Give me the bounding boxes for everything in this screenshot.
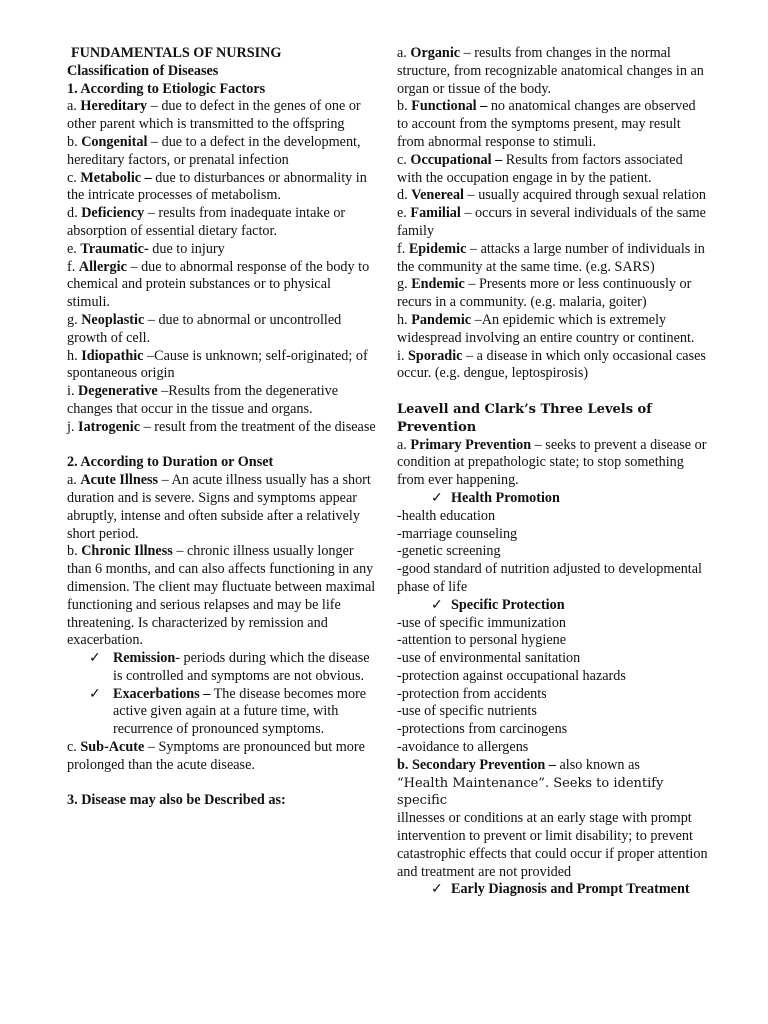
checkmark-icon: ✓ <box>89 685 101 702</box>
document-title: FUNDAMENTALS OF NURSING <box>71 45 282 61</box>
primary-prevention: a. Primary Prevention – seeks to prevent a disease or condition at prepathologic state; to stop something from ever happening. <box>397 436 707 489</box>
health-promotion-item: -genetic screening <box>397 543 501 560</box>
described-item-epidemic: f. Epidemic – attacks a large number of individuals in the community at the same time. (e.g. SARS) <box>397 240 705 275</box>
etiologic-item-deficiency: d. Deficiency – results from inadequate intake or absorption of essential dietary factor. <box>67 205 346 239</box>
document-subtitle: Classification of Diseases <box>67 62 219 79</box>
described-item-familial: e. Familial – occurs in several individuals of the same family <box>397 205 706 239</box>
specific-protection-item: -use of specific immunization <box>397 614 567 631</box>
health-promotion-item: -marriage counseling <box>397 525 518 542</box>
health-promotion-item: -good standard of nutrition adjusted to developmental phase of life <box>397 561 702 595</box>
checkmark-icon: ✓ <box>431 489 443 506</box>
right-column <box>397 45 709 899</box>
etiologic-item-degenerative: i. Degenerative –Results from the degenerative changes that occur in the tissue and organs. <box>67 383 339 417</box>
section-2-heading: 2. According to Duration or Onset <box>67 454 274 471</box>
specific-protection-item: -protection against occupational hazards <box>397 667 626 684</box>
specific-protection-item: -protections from carcinogens <box>397 721 568 738</box>
check-item-early-diagnosis <box>397 881 709 899</box>
prevention-heading: Leavell and Clark’s Three Levels of Prevention <box>397 401 652 435</box>
health-promotion-label: Health Promotion <box>451 489 560 506</box>
duration-item-subacute: c. Sub-Acute – Symptoms are pronounced but more prolonged than the acute disease. <box>67 739 365 773</box>
etiologic-item-metabolic: c. Metabolic – due to disturbances or abnormality in the intricate processes of metabolism. <box>67 169 367 204</box>
described-item-pandemic: h. Pandemic –An epidemic which is extremely widespread involving an entire country or continent. <box>397 311 695 346</box>
etiologic-item-allergic: f. Allergic – due to abnormal response of the body to chemical and protein substances or to physical stimuli. <box>67 258 370 311</box>
described-item-organic: a. Organic – results from changes in the normal structure, from recognizable anatomical changes in an organ or tissue of the body. <box>397 45 704 97</box>
specific-protection-item: -protection from accidents <box>397 685 547 702</box>
etiologic-item-idiopathic: h. Idiopathic –Cause is unknown; self-originated; of spontaneous origin <box>67 347 368 382</box>
secondary-prevention-line3: illnesses or conditions at an early stage with prompt intervention to prevent or limit disability; to prevent catastrophic effects that could occur if proper attention and treatment are not provided <box>397 810 708 880</box>
etiologic-item-hereditary: a. Hereditary – due to defect in the genes of one or other parent which is transmitted to the offspring <box>67 98 361 133</box>
section-3-heading: 3. Disease may also be Described as: <box>67 792 286 809</box>
described-item-functional: b. Functional – no anatomical changes are observed to account from the symptoms present, may result from abnormal response to stimuli. <box>397 98 696 150</box>
specific-protection-item: -avoidance to allergens <box>397 739 529 756</box>
etiologic-item-neoplastic: g. Neoplastic – due to abnormal or uncontrolled growth of cell. <box>67 311 342 346</box>
check-item-exacerbations <box>67 686 377 739</box>
described-item-endemic: g. Endemic – Presents more or less continuously or recurs in a community. (e.g. malaria, goiter) <box>397 276 692 311</box>
specific-protection-item: -use of specific nutrients <box>397 703 537 720</box>
secondary-prevention-line2: “Health Maintenance”. Seeks to identify specific <box>397 775 664 809</box>
duration-item-chronic: b. Chronic Illness – chronic illness usually longer than 6 months, and can also affects functioning in any dimension. The client may fluctuate between maximal functioning and serious relapses and may be life threatening. Is characterized by remission and exacerbation. <box>67 543 376 649</box>
spacer <box>67 437 377 455</box>
described-item-sporadic: i. Sporadic – a disease in which only occasional cases occur. (e.g. dengue, leptospirosis) <box>397 347 706 382</box>
early-diagnosis-label: Early Diagnosis and Prompt Treatment <box>451 881 690 898</box>
etiologic-item-iatrogenic: j. Iatrogenic – result from the treatment of the disease <box>67 418 376 435</box>
specific-protection-item: -attention to personal hygiene <box>397 632 567 649</box>
check-item-health-promotion <box>397 490 709 508</box>
duration-item-acute: a. Acute Illness – An acute illness usually has a short duration and is severe. Signs and symptoms appear abruptly, intense and often subside after a relatively short period. <box>67 472 371 542</box>
check-item-text: Exacerbations – The disease becomes more active given again at a future time, with recurrence of pronounced symptoms. <box>113 685 367 738</box>
described-item-occupational: c. Occupational – Results from factors associated with the occupation engage in by the patient. <box>397 151 683 186</box>
checkmark-icon: ✓ <box>431 881 443 898</box>
specific-protection-label: Specific Protection <box>451 596 565 613</box>
checkmark-icon: ✓ <box>89 650 101 667</box>
etiologic-item-traumatic: e. Traumatic- due to injury <box>67 240 225 257</box>
spacer <box>67 775 377 793</box>
secondary-prevention: b. Secondary Prevention – also known as <box>397 756 640 773</box>
etiologic-item-congenital: b. Congenital – due to a defect in the development, hereditary factors, or prenatal infection <box>67 133 361 168</box>
described-item-venereal: d. Venereal – usually acquired through sexual relation <box>397 187 706 204</box>
specific-protection-item: -use of environmental sanitation <box>397 650 581 667</box>
check-item-specific-protection <box>397 597 709 615</box>
left-column <box>67 45 377 810</box>
check-item-remission <box>67 650 377 686</box>
section-1-heading: 1. According to Etiologic Factors <box>67 80 266 97</box>
check-item-text: Remission- periods during which the disease is controlled and symptoms are not obvious. <box>113 650 370 684</box>
checkmark-icon: ✓ <box>431 596 443 613</box>
health-promotion-item: -health education <box>397 507 496 524</box>
spacer <box>397 383 709 401</box>
